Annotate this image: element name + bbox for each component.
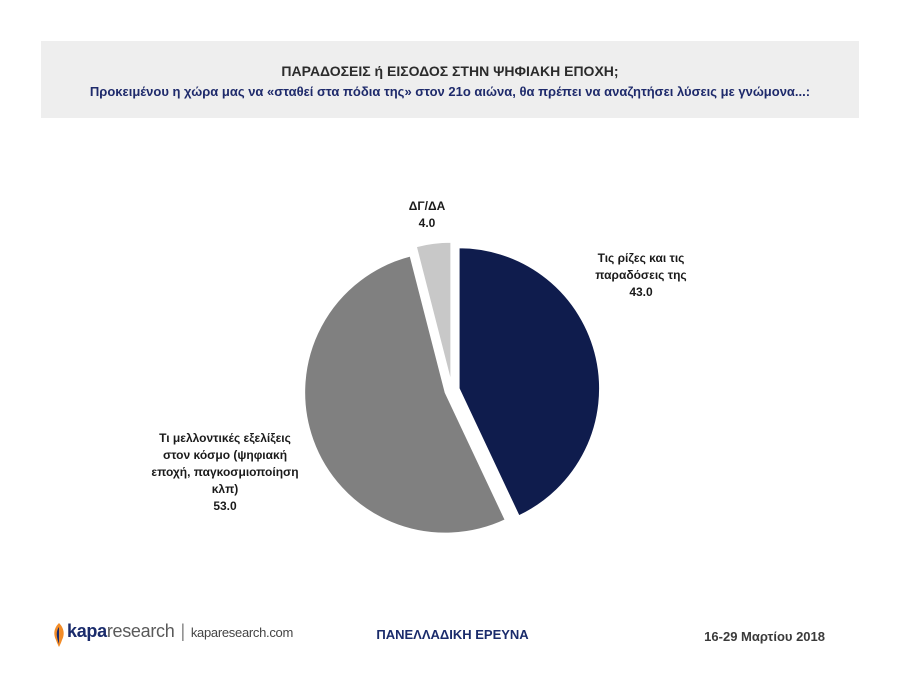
slice-label	[151, 431, 298, 513]
pie-slices	[304, 242, 599, 533]
slice-value-label: 4.0	[418, 216, 436, 230]
brand-name-rest: research	[106, 621, 175, 641]
slice-category-label: Τις ρίζες και τις	[597, 251, 685, 265]
survey-date: 16-29 Μαρτίου 2018	[704, 629, 825, 644]
slice-category-label: ΔΓ/ΔΑ	[408, 199, 446, 213]
slice-category-label: παραδόσεις της	[595, 268, 687, 282]
slice-category-label: εποχή, παγκοσμιοποίηση	[151, 465, 299, 479]
brand-logo	[67, 621, 293, 642]
brand-url: kaparesearch.com	[190, 625, 293, 640]
survey-label: ΠΑΝΕΛΛΑΔΙΚΗ ΕΡΕΥΝΑ	[376, 627, 529, 642]
chart-subtitle: Προκειμένου η χώρα μας να «σταθεί στα πόδια της» στον 21ο αιώνα, θα πρέπει να αναζητήσει λύσεις με γνώμονα...:	[89, 84, 811, 99]
slice-label	[595, 251, 686, 299]
chart-title: ΠΑΡΑΔΟΣΕΙΣ ή ΕΙΣΟΔΟΣ ΣΤΗΝ ΨΗΦΙΑΚΗ ΕΠΟΧΗ;	[281, 63, 619, 79]
slice-category-label: Τι μελλοντικές εξελίξεις	[159, 431, 291, 445]
brand-separator: |	[180, 621, 185, 641]
slice-value-label: 43.0	[629, 285, 653, 299]
footer	[0, 615, 900, 655]
slice-label	[409, 199, 446, 230]
brand-name-bold: kapa	[67, 621, 107, 641]
slice-category-label: κλπ)	[211, 482, 239, 496]
slice-value-label: 53.0	[213, 499, 237, 513]
kapa-logo-icon	[52, 622, 66, 648]
slice-category-label: στον κόσμο (ψηφιακή	[162, 448, 288, 462]
